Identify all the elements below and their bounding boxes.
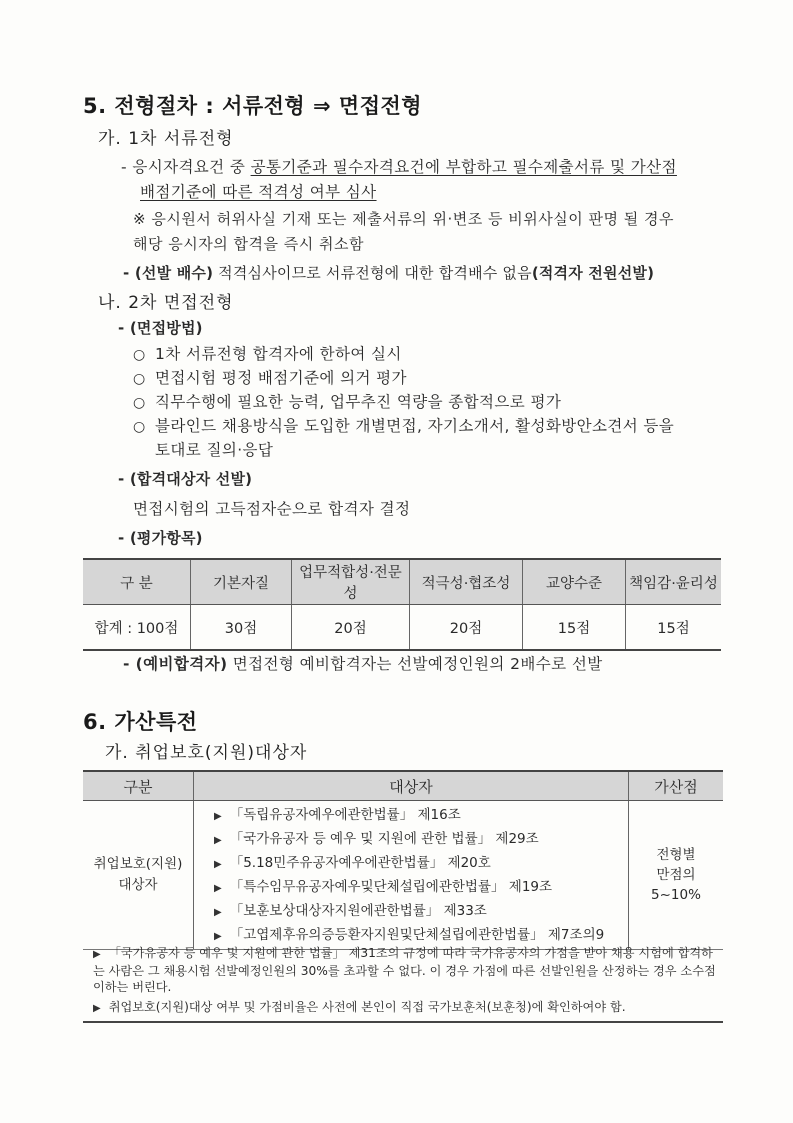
bonus-table [83, 770, 723, 950]
bonus-rate-cell [629, 801, 724, 950]
circle-bullet-icon: ○ [133, 395, 146, 411]
triangle-bullet-icon: ▶ [93, 949, 101, 960]
bonus-row [83, 801, 723, 950]
reserve-label: - (예비합격자) [123, 655, 228, 673]
eval-cell: 30점 [191, 605, 292, 651]
law-item [214, 899, 628, 923]
items-label: - (평가항목) [118, 529, 203, 547]
falsification-note-line2: 해당 응시자의 합격을 즉시 취소함 [133, 235, 364, 253]
criteria-line2: 배점기준에 따른 적격성 여부 심사 [140, 183, 377, 201]
method-item [133, 414, 674, 436]
bonus-header-cell: 대상자 [194, 771, 629, 801]
law-item-text: 「5.18민주유공자예우에관한법률」 제20호 [229, 855, 491, 871]
evaluation-header-row [83, 559, 721, 605]
bonus-note-text: 취업보호(지원)대상 여부 및 가점비율은 사전에 본인이 직접 국가보훈처(보훈청)에 확인하여야 함. [108, 1000, 626, 1014]
eval-cell: 20점 [410, 605, 523, 651]
eval-header-cell: 교양수준 [523, 559, 626, 605]
rate-line1: 전형별 [656, 847, 696, 863]
eval-header-cell: 업무적합성·전문성 [292, 559, 410, 605]
evaluation-score-row [83, 605, 721, 651]
method-item-text: 블라인드 채용방식을 도입한 개별면접, 자기소개서, 활성화방안소견서 등을 [155, 417, 675, 435]
triangle-bullet-icon: ▶ [214, 811, 222, 822]
selection-label: - (선발 배수) [123, 264, 214, 282]
eval-header-cell: 적극성·협조성 [410, 559, 523, 605]
law-item [214, 827, 628, 851]
law-item [214, 923, 628, 947]
circle-bullet-icon: ○ [133, 419, 146, 435]
law-item-text: 「국가유공자 등 예우 및 지원에 관한 법률」 제29조 [229, 831, 539, 847]
selection-bold: (적격자 전원선발) [531, 264, 655, 282]
eval-cell: 15점 [523, 605, 626, 651]
eval-cell: 15점 [626, 605, 722, 651]
method-item [133, 342, 402, 364]
section5-title: 5. 전형절차 : 서류전형 ⇒ 면접전형 [83, 94, 423, 118]
circle-bullet-icon: ○ [133, 347, 146, 363]
pass-label: - (합격대상자 선발) [118, 470, 253, 488]
eval-cell: 20점 [292, 605, 410, 651]
category-line2: 대상자 [118, 877, 158, 893]
method-item-text: 1차 서류전형 합격자에 한하여 실시 [155, 345, 402, 363]
reserve-text: 면접전형 예비합격자는 선발예정인원의 2배수로 선발 [232, 655, 603, 673]
method-item-text: 직무수행에 필요한 능력, 업무추진 역량을 종합적으로 평가 [155, 393, 562, 411]
section6-a-heading: 가. 취업보호(지원)대상자 [105, 743, 308, 763]
selection-text: 적격심사이므로 서류전형에 대한 합격배수 없음 [218, 264, 532, 282]
bonus-header-cell: 가산점 [629, 771, 724, 801]
law-item-text: 「보훈보상대상자지원에관한법률」 제33조 [229, 903, 487, 919]
eval-header-cell: 기본자질 [191, 559, 292, 605]
bonus-notes [83, 945, 723, 1023]
method-item-text: 면접시험 평정 배점기준에 의거 평가 [155, 369, 407, 387]
criteria-line1 [121, 155, 677, 177]
bonus-note [83, 999, 723, 1017]
bonus-note [83, 945, 723, 995]
method-item4-continued: 토대로 질의·응답 [155, 441, 274, 459]
triangle-bullet-icon: ▶ [214, 931, 222, 942]
section6-title: 6. 가산특전 [83, 710, 198, 734]
reserve-pass [123, 652, 603, 674]
triangle-bullet-icon: ▶ [214, 835, 222, 846]
triangle-bullet-icon: ▶ [214, 883, 222, 894]
category-line1: 취업보호(지원) [93, 856, 183, 872]
rate-line2: 만점의 [656, 867, 696, 883]
criteria-dash: - 응시자격요건 중 [121, 158, 246, 176]
law-item-text: 「독립유공자예우에관한법률」 제16조 [229, 807, 461, 823]
rate-line3: 5~10% [651, 887, 701, 903]
selection-multiple [123, 262, 654, 283]
method-label: - (면접방법) [118, 319, 203, 337]
bonus-laws-cell [194, 801, 629, 950]
triangle-bullet-icon: ▶ [214, 859, 222, 870]
law-item [214, 851, 628, 875]
method-item [133, 390, 561, 412]
bonus-note-text: 「국가유공자 등 예우 및 지원에 관한 법률」 제31조의 규정에 따라 국가유공자의 가점을 받아 채용 시험에 합격하는 사람은 그 채용시험 선발예정인원의 30%를 초과할 수 없다. 이 경우 가점에 따른 선발인원을 산정하는 경우 소수점 이하는 버린다. [93, 946, 716, 994]
evaluation-table [83, 558, 721, 651]
circle-bullet-icon: ○ [133, 371, 146, 387]
falsification-note-line1: ※ 응시원서 허위사실 기재 또는 제출서류의 위·변조 등 비위사실이 판명 될 경우 [133, 210, 674, 228]
triangle-bullet-icon: ▶ [214, 907, 222, 918]
law-item [214, 875, 628, 899]
law-item-text: 「고엽제후유의증등환자지원및단체설립에관한법률」 제7조의9 [229, 927, 605, 943]
criteria-underlined-1: 공통기준과 필수자격요건에 부합하고 필수제출서류 및 가산점 [250, 158, 677, 176]
bonus-header-cell: 구분 [83, 771, 194, 801]
law-item [214, 803, 628, 827]
pass-text: 면접시험의 고득점자순으로 합격자 결정 [133, 500, 411, 518]
triangle-bullet-icon: ▶ [93, 1003, 101, 1014]
bonus-header-row [83, 771, 723, 801]
eval-header-cell: 구 분 [83, 559, 191, 605]
eval-header-cell: 책임감·윤리성 [626, 559, 722, 605]
bonus-category-cell [83, 801, 194, 950]
section5-a-heading: 가. 1차 서류전형 [98, 129, 234, 149]
law-item-text: 「특수임무유공자예우및단체설립에관한법률」 제19조 [229, 879, 553, 895]
method-item [133, 366, 407, 388]
eval-cell: 합계 : 100점 [83, 605, 191, 651]
section5-b-heading: 나. 2차 면접전형 [98, 293, 234, 313]
